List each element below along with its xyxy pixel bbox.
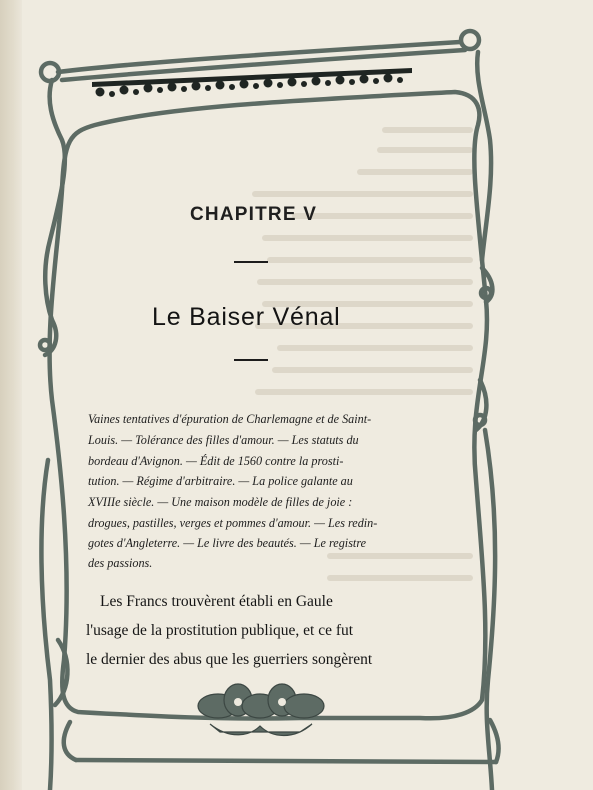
chapter-title: Le Baiser Vénal xyxy=(152,303,341,331)
summary-line: Louis. — Tolérance des filles d'amour. — Les statuts du xyxy=(88,433,359,447)
body-line: le dernier des abus que les guerriers songèrent xyxy=(86,651,373,668)
bottom-floral-ornament xyxy=(198,684,324,736)
summary-line: tution. — Régime d'arbitraire. — La police galante au xyxy=(88,474,353,488)
body-line: Les Francs trouvèrent établi en Gaule xyxy=(100,593,333,610)
title-rule-top xyxy=(234,261,268,263)
summary-line: gotes d'Angleterre. — Le livre des beautés. — Le registre xyxy=(88,536,367,550)
title-rule-bottom xyxy=(234,359,268,361)
summary-line: des passions. xyxy=(88,556,153,570)
summary-line: Vaines tentatives d'épuration de Charlemagne et de Saint- xyxy=(88,412,372,426)
summary-line: bordeau d'Avignon. — Édit de 1560 contre la prosti- xyxy=(88,454,344,468)
summary-line: drogues, pastilles, verges et pommes d'amour. — Les redin- xyxy=(88,516,378,530)
body-line: l'usage de la prostitution publique, et ce fut xyxy=(86,622,354,639)
summary-line: XVIIIe siècle. — Une maison modèle de filles de joie : xyxy=(88,495,353,509)
chapter-label: CHAPITRE V xyxy=(190,204,318,225)
